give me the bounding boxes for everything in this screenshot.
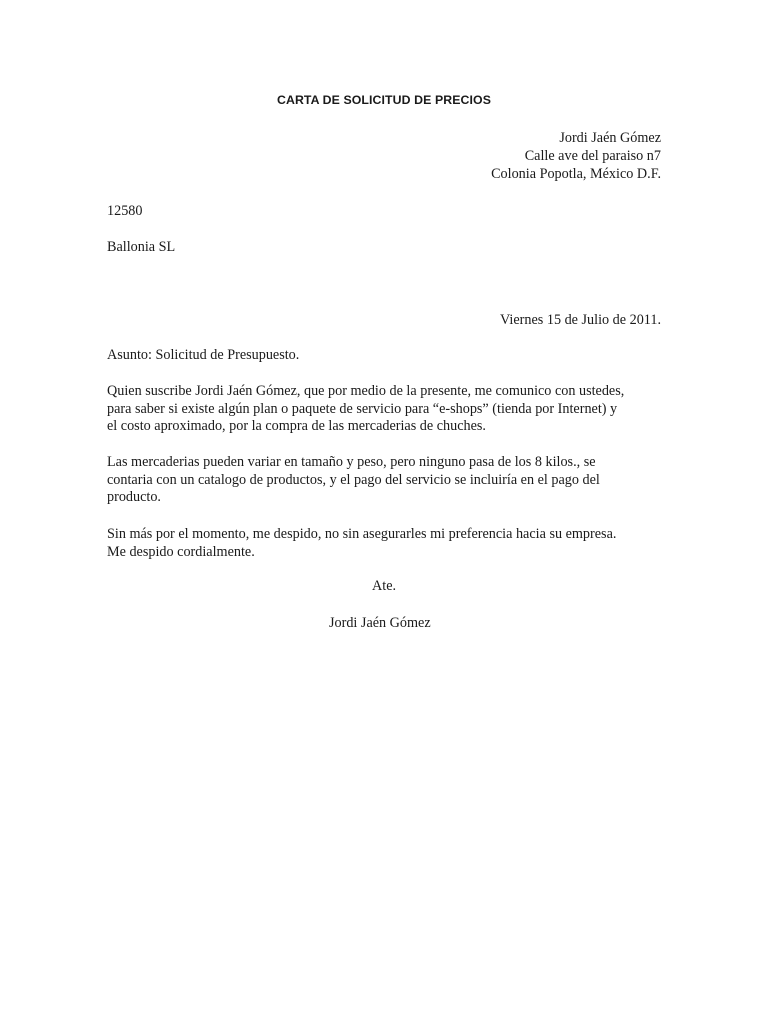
paragraph-line: Me despido cordialmente. bbox=[107, 543, 255, 560]
paragraph-line: el costo aproximado, por la compra de las mercaderias de chuches. bbox=[107, 418, 486, 434]
paragraph-line: contaria con un catalogo de productos, y el pago del servicio se incluiría en el pago del bbox=[107, 471, 600, 488]
sender-name: Jordi Jaén Gómez bbox=[559, 130, 661, 146]
letter-subject: Asunto: Solicitud de Presupuesto. bbox=[107, 347, 300, 363]
paragraph-line: Quien suscribe Jordi Jaén Gómez, que por medio de la presente, me comunico con ustedes, bbox=[107, 383, 625, 399]
sender-street: Calle ave del paraiso n7 bbox=[524, 148, 661, 164]
paragraph-intro bbox=[107, 383, 667, 436]
postal-code: 12580 bbox=[107, 203, 143, 219]
paragraph-farewell bbox=[107, 526, 667, 561]
paragraph-details bbox=[107, 454, 667, 507]
paragraph-line: para saber si existe algún plan o paquete de servicio para “e-shops” (tienda por Internet) y bbox=[107, 400, 618, 417]
paragraph-line: Las mercaderias pueden variar en tamaño y peso, pero ninguno pasa de los 8 kilos., se bbox=[107, 454, 596, 470]
paragraph-line: Sin más por el momento, me despido, no sin asegurarles mi preferencia hacia su empresa. bbox=[107, 526, 617, 542]
paragraph-line: producto. bbox=[107, 489, 161, 505]
document-title: CARTA DE SOLICITUD DE PRECIOS bbox=[276, 93, 491, 107]
closing-text: Ate. bbox=[372, 578, 397, 594]
signature-name: Jordi Jaén Gómez bbox=[329, 615, 431, 631]
sender-colony: Colonia Popotla, México D.F. bbox=[491, 166, 661, 182]
letter-date: Viernes 15 de Julio de 2011. bbox=[500, 312, 661, 328]
recipient-name: Ballonia SL bbox=[107, 239, 176, 255]
